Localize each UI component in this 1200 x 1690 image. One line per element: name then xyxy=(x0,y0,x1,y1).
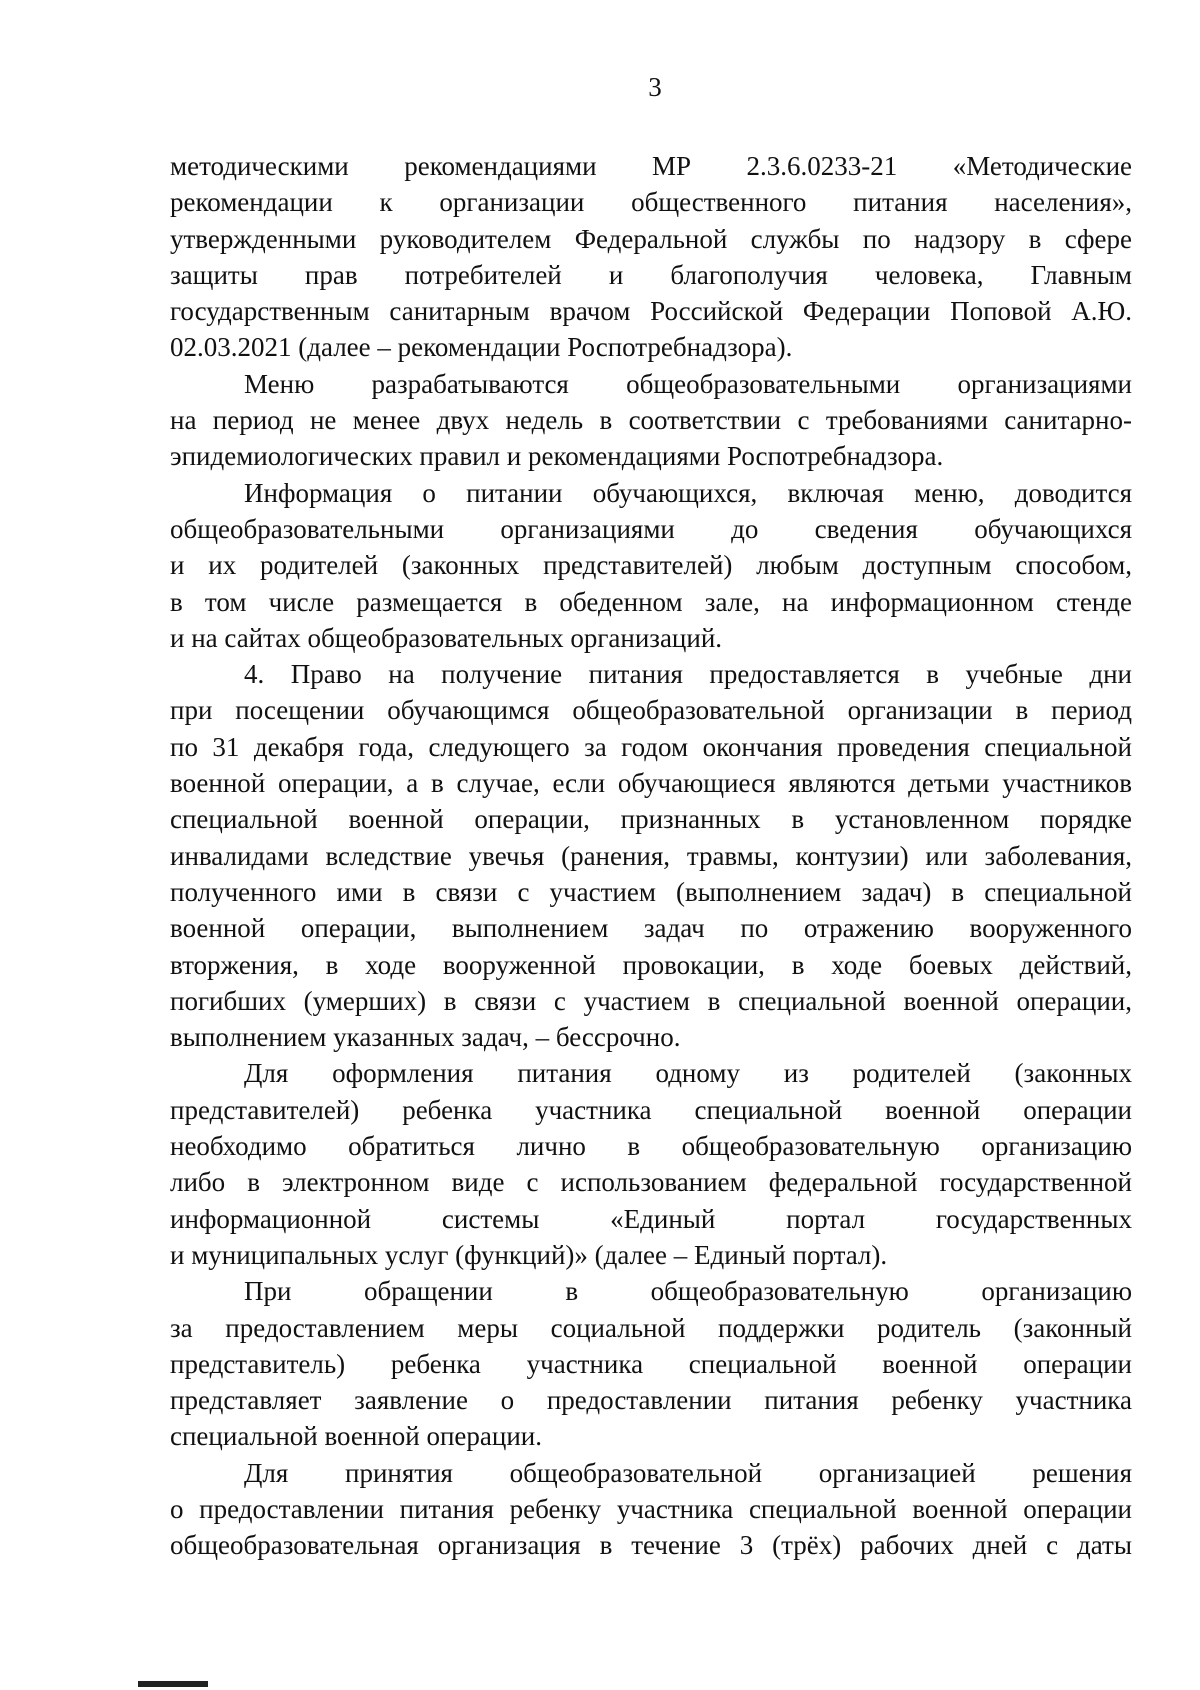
text-line: защиты прав потребителей и благополучия человека, Главным xyxy=(170,259,1132,290)
text-line: по 31 декабря года, следующего за годом окончания проведения специальной xyxy=(170,731,1132,762)
text-line: либо в электронном виде с использованием федеральной государственной xyxy=(170,1167,1132,1198)
text-line: специальной военной операции. xyxy=(170,1421,542,1452)
text-line: на период не менее двух недель в соответствии с требованиями санитарно- xyxy=(170,405,1132,436)
text-line: представляет заявление о предоставлении питания ребенку участника xyxy=(170,1385,1132,1416)
text-line: погибших (умерших) в связи с участием в специальной военной операции, xyxy=(170,985,1132,1016)
text-line: утвержденными руководителем Федеральной службы по надзору в сфере xyxy=(170,223,1132,254)
text-line: общеобразовательная организация в течение 3 (трёх) рабочих дней с даты xyxy=(170,1530,1132,1561)
text-line: 02.03.2021 (далее – рекомендации Роспотребнадзора). xyxy=(170,332,793,363)
text-line: инвалидами вследствие увечья (ранения, травмы, контузии) или заболевания, xyxy=(170,840,1132,871)
text-line: Для принятия общеобразовательной организацией решения xyxy=(244,1457,1132,1488)
text-line: Меню разрабатываются общеобразовательными организациями xyxy=(244,368,1132,399)
text-line: информационной системы «Единый портал государственных xyxy=(170,1203,1132,1234)
text-line: военной операции, а в случае, если обучающиеся являются детьми участников xyxy=(170,768,1132,799)
text-line: за предоставлением меры социальной поддержки родитель (законный xyxy=(170,1312,1132,1343)
text-line: необходимо обратиться лично в общеобразовательную организацию xyxy=(170,1131,1132,1162)
text-line: общеобразовательными организациями до сведения обучающихся xyxy=(170,513,1132,544)
text-line: При обращении в общеобразовательную организацию xyxy=(244,1276,1132,1307)
text-line: рекомендации к организации общественного питания населения», xyxy=(170,187,1132,218)
text-line: полученного ими в связи с участием (выполнением задач) в специальной xyxy=(170,876,1132,907)
text-line: Информация о питании обучающихся, включая меню, доводится xyxy=(244,477,1132,508)
text-line: представитель) ребенка участника специальной военной операции xyxy=(170,1348,1132,1379)
text-line: методическими рекомендациями МР 2.3.6.0233-21 «Методические xyxy=(170,151,1132,181)
text-line: вторжения, в ходе вооруженной провокации, в ходе боевых действий, xyxy=(170,949,1132,980)
text-line: в том числе размещается в обеденном зале, на информационном стенде xyxy=(170,586,1132,617)
page-number: 3 xyxy=(648,72,662,102)
text-line: военной операции, выполнением задач по отражению вооруженного xyxy=(170,913,1132,944)
text-line: и муниципальных услуг (функций)» (далее – Единый портал). xyxy=(170,1239,888,1270)
text-line: специальной военной операции, признанных в установленном порядке xyxy=(170,804,1132,835)
text-line: и их родителей (законных представителей) любым доступным способом, xyxy=(170,550,1132,581)
text-line: при посещении обучающимся общеобразовательной организации в период xyxy=(170,695,1132,726)
text-line: государственным санитарным врачом Российской Федерации Поповой А.Ю. xyxy=(170,296,1132,327)
text-line: эпидемиологических правил и рекомендациями Роспотребнадзора. xyxy=(170,441,944,472)
text-line: выполнением указанных задач, – бессрочно. xyxy=(170,1022,681,1053)
text-line: представителей) ребенка участника специальной военной операции xyxy=(170,1094,1132,1125)
text-line: о предоставлении питания ребенку участника специальной военной операции xyxy=(170,1493,1132,1524)
text-line: 4. Право на получение питания предоставляется в учебные дни xyxy=(244,659,1132,690)
scan-artifact-mark xyxy=(138,1681,208,1687)
document-body xyxy=(170,148,1132,1564)
text-line: и на сайтах общеобразовательных организаций. xyxy=(170,622,723,653)
text-line: Для оформления питания одному из родителей (законных xyxy=(244,1058,1132,1089)
